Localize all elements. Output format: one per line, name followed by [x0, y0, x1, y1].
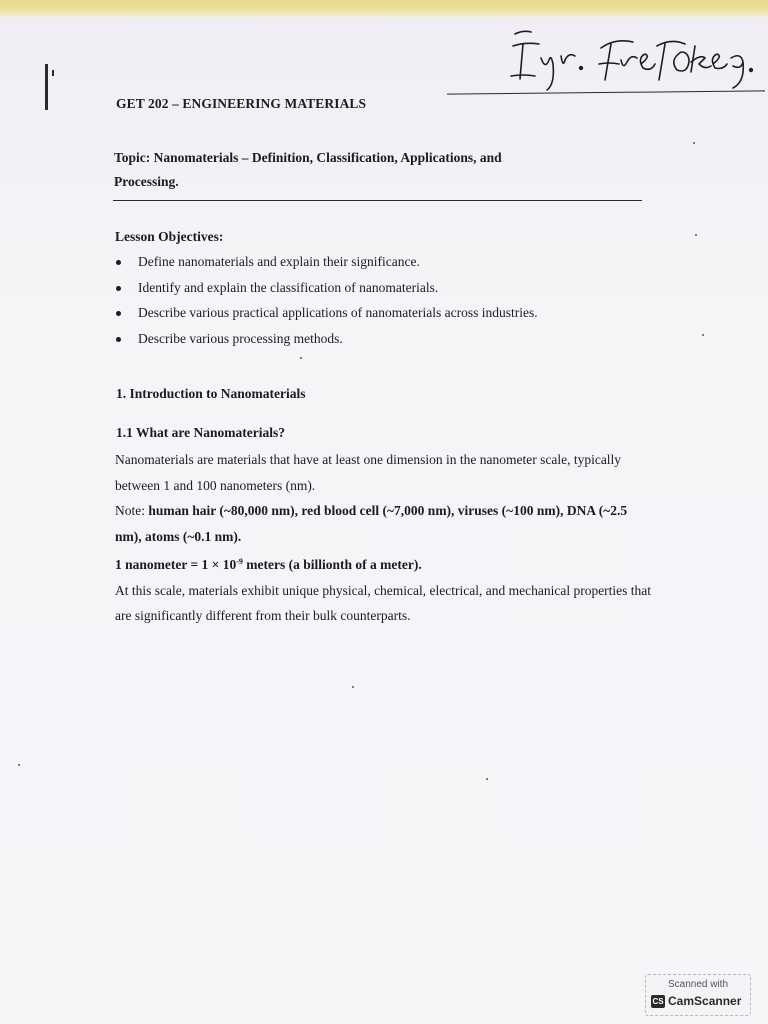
scanned-with-label: Scanned with [667, 979, 729, 990]
camscanner-logo-icon: CS [652, 997, 664, 1006]
objectives-title: Lesson Objectives: [115, 229, 224, 244]
course-title: GET 202 – ENGINEERING MATERIALS [116, 96, 367, 111]
scan-speck [702, 334, 704, 336]
definition-paragraph: Nanomaterials are materials that have at least one dimension in the nanometer scale, typically between 1 and 100 nanometers (nm). [115, 452, 622, 493]
camscanner-watermark [645, 974, 751, 1016]
bullet-icon [116, 286, 121, 291]
objective-item [116, 302, 538, 328]
scan-speck [352, 686, 354, 688]
objective-text: Define nanomaterials and explain their significance. [138, 254, 420, 269]
bullet-icon [116, 311, 121, 316]
properties-paragraph: At this scale, materials exhibit unique physical, chemical, electrical, and mechanical properties that are significantly different from their bulk counterparts. [115, 582, 652, 623]
topic-line-1: Topic: Nanomaterials – Definition, Classification, Applications, and [114, 150, 502, 165]
paper-edge-strip [0, 0, 768, 18]
objective-text: Describe various practical applications of nanomaterials across industries. [138, 305, 538, 321]
camscanner-name: CamScanner [668, 994, 742, 1008]
subsection-heading: 1.1 What are Nanomaterials? [116, 425, 285, 440]
margin-mark [45, 64, 48, 110]
scan-speck [695, 234, 697, 236]
section-heading: 1. Introduction to Nanomaterials [116, 386, 306, 401]
nanometer-definition [115, 549, 655, 578]
margin-tick [52, 70, 54, 76]
objectives-list [116, 251, 538, 354]
topic-line-2: Processing. [114, 174, 179, 189]
scan-speck [486, 778, 488, 780]
horizontal-rule [113, 200, 642, 201]
objective-item [116, 328, 538, 354]
definition-prefix: 1 nanometer = 1 × 10 [115, 557, 237, 572]
definition-exponent: -9 [236, 557, 243, 566]
scan-speck [18, 764, 20, 766]
note-examples: human hair (~80,000 nm), red blood cell (~7,000 nm), viruses (~100 nm), DNA (~2.5 nm), atoms (~0.1 nm). [115, 503, 628, 544]
definition-suffix: meters (a billionth of a meter). [242, 557, 422, 572]
handwritten-signature [505, 24, 760, 94]
note-prefix: Note: [115, 503, 149, 518]
bullet-icon [116, 260, 121, 265]
section-body [115, 447, 655, 629]
bullet-icon [116, 337, 121, 342]
scan-speck [693, 142, 695, 144]
objective-item [116, 251, 538, 277]
note-paragraph [115, 498, 655, 549]
scan-speck [300, 357, 302, 359]
topic-heading [114, 146, 634, 194]
objective-text: Identify and explain the classification of nanomaterials. [138, 279, 439, 295]
objective-item [116, 277, 538, 303]
objective-text: Describe various processing methods. [138, 331, 343, 347]
